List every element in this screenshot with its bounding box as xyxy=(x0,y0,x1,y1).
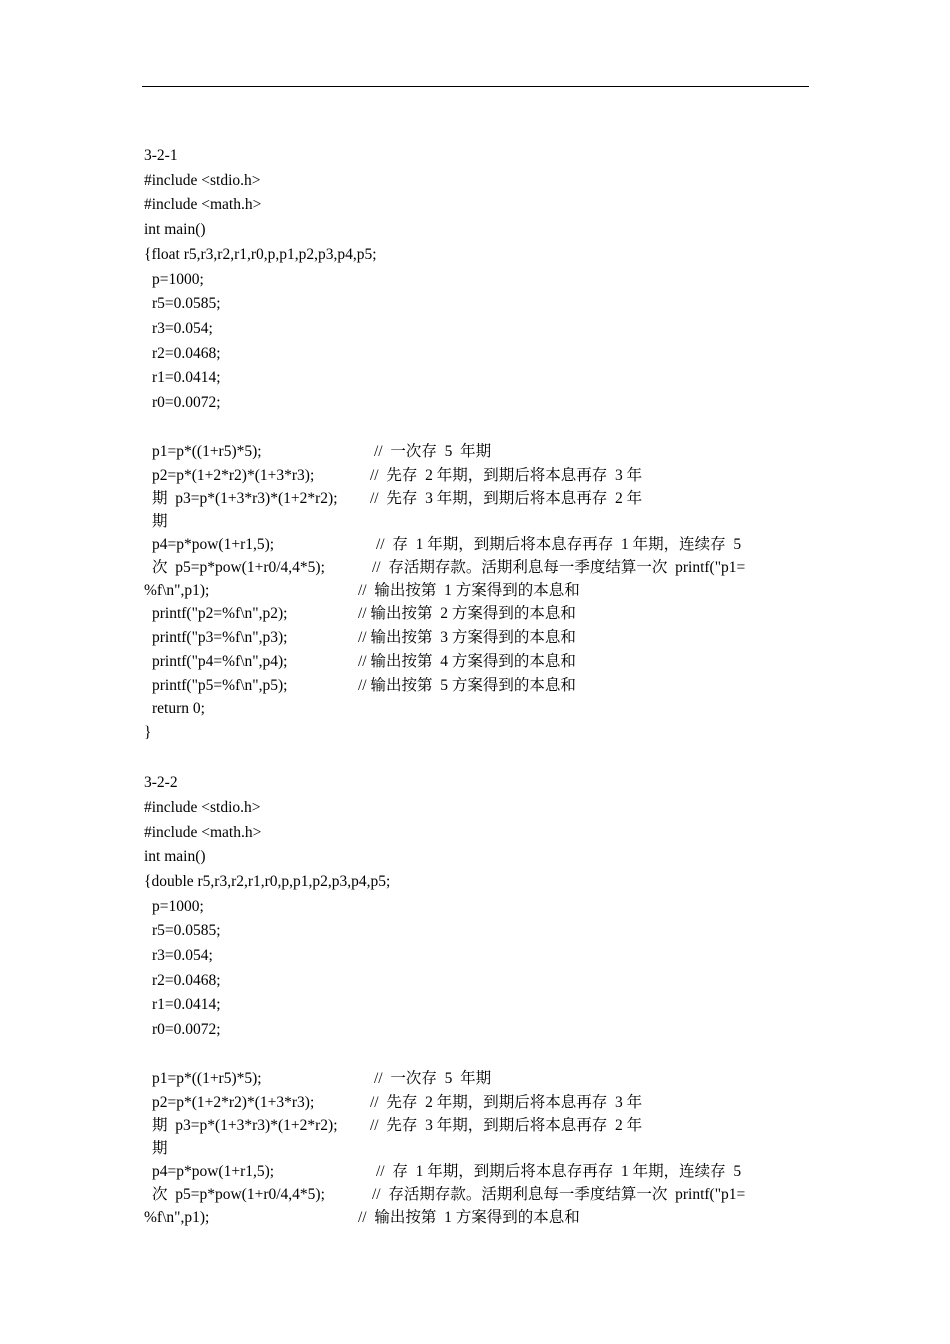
code-line: #include <stdio.h> xyxy=(144,799,261,816)
code-comment: // 存 1 年期，到期后将本息存再存 1 年期，连续存 5 xyxy=(376,536,742,553)
code-line: p2=p*(1+2*r2)*(1+3*r3); xyxy=(152,1094,315,1111)
code-comment: // 存 1 年期，到期后将本息存再存 1 年期，连续存 5 xyxy=(376,1163,742,1180)
code-line: r2=0.0468; xyxy=(152,345,221,362)
code-line: p1=p*((1+r5)*5); xyxy=(152,443,262,460)
code-comment: // 输出按第 4 方案得到的本息和 xyxy=(358,653,576,670)
code-comment: // 先存 2 年期，到期后将本息再存 3 年 xyxy=(370,1094,643,1111)
code-comment: // 一次存 5 年期 xyxy=(374,443,492,460)
code-line: r2=0.0468; xyxy=(152,972,221,989)
code-line: return 0; xyxy=(152,700,205,717)
code-comment: // 输出按第 1 方案得到的本息和 xyxy=(358,582,580,599)
code-line: {double r5,r3,r2,r1,r0,p,p1,p2,p3,p4,p5; xyxy=(144,873,391,890)
code-line: 次 p5=p*pow(1+r0/4,4*5); xyxy=(152,559,325,576)
code-comment: // 输出按第 3 方案得到的本息和 xyxy=(358,629,576,646)
code-line: r1=0.0414; xyxy=(152,369,221,386)
code-line: printf("p4=%f\n",p4); xyxy=(152,653,288,670)
code-line: {float r5,r3,r2,r1,r0,p,p1,p2,p3,p4,p5; xyxy=(144,246,377,263)
code-line: r5=0.0585; xyxy=(152,295,221,312)
code-line: 期 p3=p*(1+3*r3)*(1+2*r2); xyxy=(152,490,338,507)
code-line: r5=0.0585; xyxy=(152,922,221,939)
code-line: 次 p5=p*pow(1+r0/4,4*5); xyxy=(152,1186,325,1203)
code-comment: // 先存 3 年期，到期后将本息再存 2 年 xyxy=(370,1117,643,1134)
code-comment: // 存活期存款。活期利息每一季度结算一次 printf("p1= xyxy=(372,559,746,576)
code-line: 期 xyxy=(152,513,168,530)
section-heading: 3-2-1 xyxy=(144,147,178,164)
code-line: printf("p2=%f\n",p2); xyxy=(152,605,288,622)
code-line: int main() xyxy=(144,221,206,238)
code-line: p2=p*(1+2*r2)*(1+3*r3); xyxy=(152,467,315,484)
section-heading: 3-2-2 xyxy=(144,774,178,791)
code-comment: // 输出按第 2 方案得到的本息和 xyxy=(358,605,576,622)
code-comment: // 先存 2 年期，到期后将本息再存 3 年 xyxy=(370,467,643,484)
code-comment: // 存活期存款。活期利息每一季度结算一次 printf("p1= xyxy=(372,1186,746,1203)
code-line: } xyxy=(144,724,152,741)
code-line: #include <math.h> xyxy=(144,196,262,213)
code-line: %f\n",p1); xyxy=(144,1209,210,1226)
code-line: p1=p*((1+r5)*5); xyxy=(152,1070,262,1087)
code-line: #include <stdio.h> xyxy=(144,172,261,189)
code-line: #include <math.h> xyxy=(144,824,262,841)
header-rule xyxy=(142,86,809,87)
code-comment: // 先存 3 年期，到期后将本息再存 2 年 xyxy=(370,490,643,507)
code-line: r1=0.0414; xyxy=(152,996,221,1013)
code-line: 期 p3=p*(1+3*r3)*(1+2*r2); xyxy=(152,1117,338,1134)
code-line: r0=0.0072; xyxy=(152,394,221,411)
code-line: p4=p*pow(1+r1,5); xyxy=(152,1163,275,1180)
code-line: p=1000; xyxy=(152,271,204,288)
code-line: r0=0.0072; xyxy=(152,1021,221,1038)
code-line: printf("p3=%f\n",p3); xyxy=(152,629,288,646)
code-line: p=1000; xyxy=(152,898,204,915)
code-line: 期 xyxy=(152,1140,168,1157)
code-comment: // 一次存 5 年期 xyxy=(374,1070,492,1087)
code-line: int main() xyxy=(144,848,206,865)
code-line: r3=0.054; xyxy=(152,320,213,337)
code-comment: // 输出按第 5 方案得到的本息和 xyxy=(358,677,576,694)
code-comment: // 输出按第 1 方案得到的本息和 xyxy=(358,1209,580,1226)
code-line: printf("p5=%f\n",p5); xyxy=(152,677,288,694)
code-line: r3=0.054; xyxy=(152,947,213,964)
code-line: p4=p*pow(1+r1,5); xyxy=(152,536,275,553)
code-line: %f\n",p1); xyxy=(144,582,210,599)
